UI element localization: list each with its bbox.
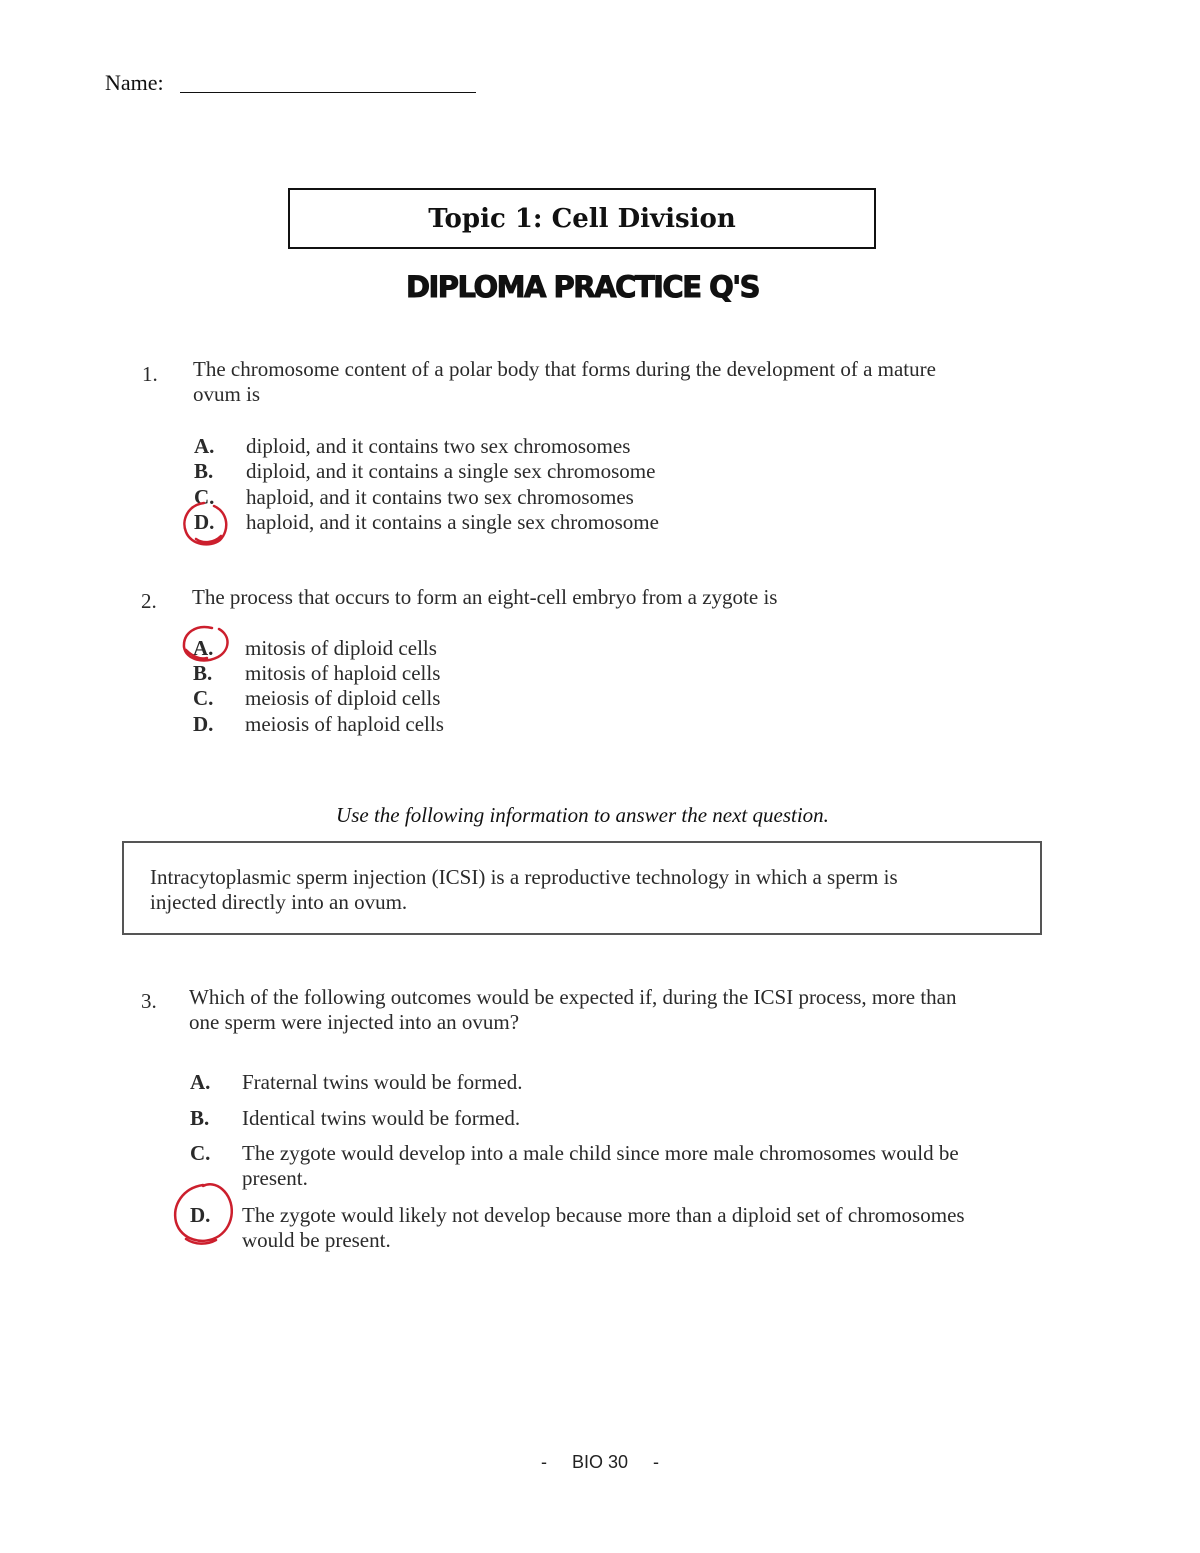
name-blank-line[interactable]	[180, 92, 476, 93]
q3-option-a-text: Fraternal twins would be formed.	[242, 1070, 523, 1094]
q3-option-d-text-line-2: would be present.	[242, 1228, 391, 1252]
q2-option-b-letter: B.	[193, 661, 213, 685]
question-1-text-line-2: ovum is	[193, 382, 261, 406]
q3-option-c-letter: C.	[190, 1141, 211, 1165]
q2-option-c-letter: C.	[193, 686, 214, 710]
footer-right-dash: -	[653, 1452, 660, 1472]
q3-option-c-text-line-1: The zygote would develop into a male child since more male chromosomes would be	[242, 1141, 959, 1165]
info-lead-text: Use the following information to answer the next question.	[336, 803, 829, 827]
q3-option-c-text-line-2: present.	[242, 1166, 308, 1190]
footer-left-dash: -	[540, 1452, 547, 1472]
question-3-text-line-1: Which of the following outcomes would be expected if, during the ICSI process, more than	[189, 985, 957, 1009]
q1-option-a-text: diploid, and it contains two sex chromosomes	[246, 434, 631, 458]
q1-option-c-letter: C.	[194, 485, 215, 509]
q2-option-a-letter: A.	[193, 636, 214, 660]
q1-option-b-letter: B.	[194, 459, 214, 483]
info-text	[150, 865, 1010, 915]
footer-label: BIO 30	[571, 1452, 629, 1472]
info-text-line-2: injected directly into an ovum.	[150, 890, 408, 914]
question-2-text-line-1: The process that occurs to form an eight-cell embryo from a zygote is	[192, 585, 778, 609]
question-1-number: 1.	[142, 362, 158, 386]
page-heading: DIPLOMA PRACTICE Q'S	[405, 270, 760, 304]
page-footer	[0, 1452, 1200, 1473]
q2-option-b-text: mitosis of haploid cells	[245, 661, 441, 685]
q3-option-d-letter: D.	[190, 1203, 211, 1227]
question-3-number: 3.	[141, 989, 157, 1013]
q2-option-d-text: meiosis of haploid cells	[245, 712, 444, 736]
name-label: Name:	[105, 70, 164, 95]
q3-option-b-letter: B.	[190, 1106, 210, 1130]
q2-option-c-text: meiosis of diploid cells	[245, 686, 441, 710]
info-text-line-1: Intracytoplasmic sperm injection (ICSI) is a reproductive technology in which a sperm is	[150, 865, 898, 889]
q1-option-c-text: haploid, and it contains two sex chromosomes	[246, 485, 634, 509]
q3-option-a-letter: A.	[190, 1070, 211, 1094]
q3-option-d-text-line-1: The zygote would likely not develop because more than a diploid set of chromosomes	[242, 1203, 965, 1227]
q1-option-d-text: haploid, and it contains a single sex chromosome	[246, 510, 659, 534]
q1-option-d-letter: D.	[194, 510, 215, 534]
info-box	[122, 841, 1042, 935]
question-1-text-line-1: The chromosome content of a polar body that forms during the development of a mature	[193, 357, 936, 381]
q3-option-b-text: Identical twins would be formed.	[242, 1106, 521, 1130]
q1-option-a-letter: A.	[194, 434, 215, 458]
topic-title: Topic 1: Cell Division	[428, 203, 736, 234]
q2-option-a-text: mitosis of diploid cells	[245, 636, 437, 660]
question-3-text-line-2: one sperm were injected into an ovum?	[189, 1010, 520, 1034]
topic-box	[288, 188, 876, 249]
q1-option-b-text: diploid, and it contains a single sex chromosome	[246, 459, 656, 483]
q2-option-d-letter: D.	[193, 712, 214, 736]
question-2-number: 2.	[141, 589, 157, 613]
